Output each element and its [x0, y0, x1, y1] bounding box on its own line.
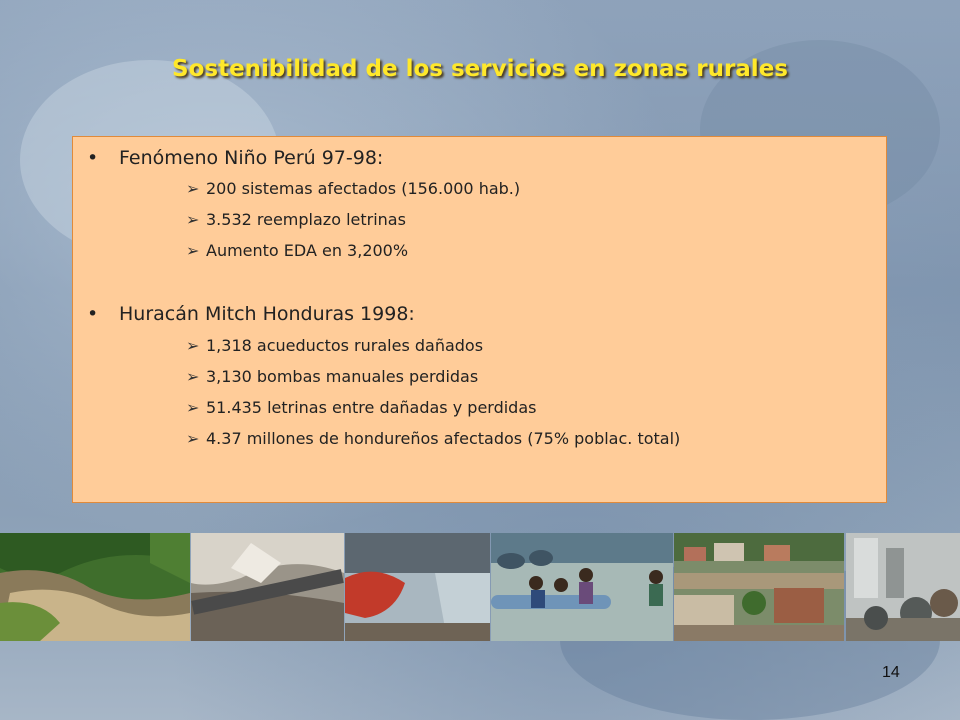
arrow-bullet-icon: ➢: [186, 367, 200, 386]
section-heading-label: Fenómeno Niño Perú 97-98:: [119, 147, 384, 169]
photo-red-pipe: [345, 533, 490, 641]
list-item-label: 3.532 reemplazo letrinas: [206, 210, 406, 229]
list-item: [186, 336, 483, 355]
list-item-label: 4.37 millones de hondureños afectados (75% poblac. total): [206, 429, 681, 448]
arrow-bullet-icon: ➢: [186, 398, 200, 417]
list-item: [186, 241, 408, 260]
list-item: [186, 429, 680, 448]
list-item-label: Aumento EDA en 3,200%: [206, 241, 409, 260]
bullet-icon: •: [87, 303, 99, 325]
list-item-label: 51.435 letrinas entre dañadas y perdidas: [206, 398, 537, 417]
list-item-label: 1,318 acueductos rurales dañados: [206, 336, 484, 355]
list-item: [186, 210, 406, 229]
photo-people-in-water: [491, 533, 673, 641]
arrow-bullet-icon: ➢: [186, 336, 200, 355]
list-item-label: 200 sistemas afectados (156.000 hab.): [206, 179, 521, 198]
section-heading: [87, 303, 415, 325]
photo-landslide: [0, 533, 190, 641]
photo-broken-pipe: [191, 533, 344, 641]
arrow-bullet-icon: ➢: [186, 241, 200, 260]
list-item: [186, 179, 520, 198]
bullet-icon: •: [87, 147, 99, 169]
page-number: 14: [882, 664, 900, 681]
photo-strip: [0, 533, 960, 641]
arrow-bullet-icon: ➢: [186, 210, 200, 229]
section-heading: [87, 147, 383, 169]
arrow-bullet-icon: ➢: [186, 179, 200, 198]
arrow-bullet-icon: ➢: [186, 429, 200, 448]
list-item-label: 3,130 bombas manuales perdidas: [206, 367, 479, 386]
slide-title: Sostenibilidad de los servicios en zonas rurales: [172, 56, 788, 82]
photo-flooded-town: [674, 533, 844, 641]
photo-industrial-pipes: [846, 533, 960, 641]
list-item: [186, 398, 536, 417]
list-item: [186, 367, 478, 386]
content-box: [72, 136, 887, 503]
section-heading-label: Huracán Mitch Honduras 1998:: [119, 303, 415, 325]
